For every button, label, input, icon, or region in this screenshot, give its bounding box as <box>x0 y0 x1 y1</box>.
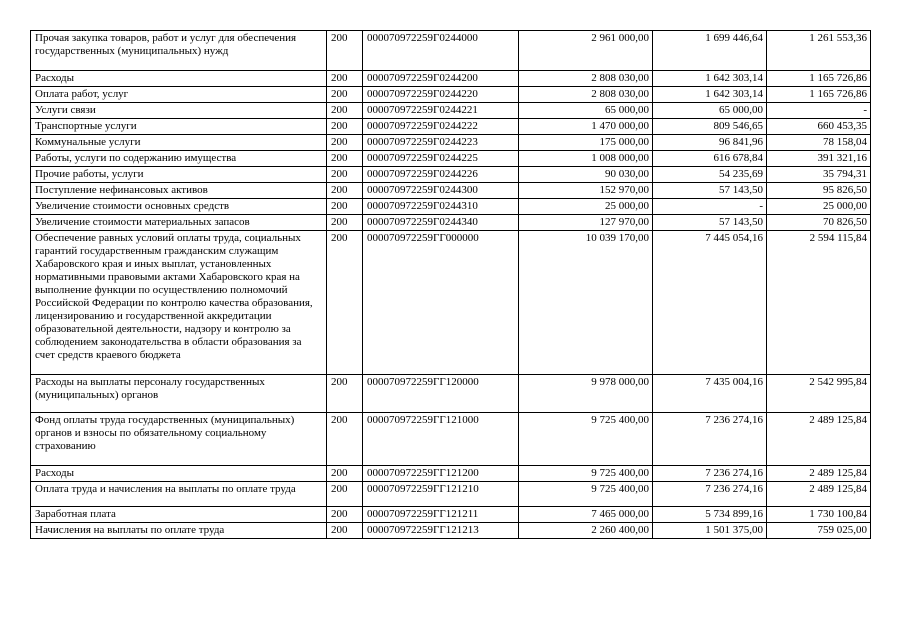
row-name-cell: Увеличение стоимости основных средств <box>31 199 327 215</box>
row-code-cell: 200 <box>327 413 363 466</box>
row-executed-cell: 7 236 274,16 <box>653 482 767 507</box>
row-code-cell: 200 <box>327 199 363 215</box>
row-executed-cell: 1 699 446,64 <box>653 31 767 71</box>
row-code-cell: 200 <box>327 183 363 199</box>
row-approved-cell: 1 470 000,00 <box>519 119 653 135</box>
table-row <box>31 103 871 119</box>
row-approved-cell: 1 008 000,00 <box>519 151 653 167</box>
row-code-cell: 200 <box>327 119 363 135</box>
row-approved-cell: 9 725 400,00 <box>519 482 653 507</box>
table-body <box>31 31 871 539</box>
row-approved-cell: 152 970,00 <box>519 183 653 199</box>
row-kbk-cell: 000070972259Г0244226 <box>363 167 519 183</box>
row-approved-cell: 10 039 170,00 <box>519 231 653 375</box>
row-kbk-cell: 000070972259Г0244340 <box>363 215 519 231</box>
row-code-cell: 200 <box>327 87 363 103</box>
row-approved-cell: 7 465 000,00 <box>519 507 653 523</box>
row-approved-cell: 2 808 030,00 <box>519 87 653 103</box>
row-approved-cell: 2 961 000,00 <box>519 31 653 71</box>
table-row <box>31 482 871 507</box>
row-kbk-cell: 000070972259ГГ121211 <box>363 507 519 523</box>
row-approved-cell: 127 970,00 <box>519 215 653 231</box>
row-unexecuted-cell: 2 489 125,84 <box>767 413 871 466</box>
row-code-cell: 200 <box>327 231 363 375</box>
row-name-cell: Увеличение стоимости материальных запасов <box>31 215 327 231</box>
row-approved-cell: 9 725 400,00 <box>519 466 653 482</box>
row-unexecuted-cell: 70 826,50 <box>767 215 871 231</box>
row-kbk-cell: 000070972259Г0244223 <box>363 135 519 151</box>
row-executed-cell: 57 143,50 <box>653 183 767 199</box>
row-executed-cell: 96 841,96 <box>653 135 767 151</box>
row-unexecuted-cell: 1 730 100,84 <box>767 507 871 523</box>
table-row <box>31 215 871 231</box>
row-approved-cell: 2 808 030,00 <box>519 71 653 87</box>
row-name-cell: Поступление нефинансовых активов <box>31 183 327 199</box>
row-name-cell: Заработная плата <box>31 507 327 523</box>
table-row <box>31 119 871 135</box>
row-executed-cell: 7 435 004,16 <box>653 375 767 413</box>
row-kbk-cell: 000070972259Г0244222 <box>363 119 519 135</box>
row-kbk-cell: 000070972259ГГ120000 <box>363 375 519 413</box>
row-unexecuted-cell: 95 826,50 <box>767 183 871 199</box>
table-row <box>31 151 871 167</box>
row-kbk-cell: 000070972259Г0244000 <box>363 31 519 71</box>
row-unexecuted-cell: 759 025,00 <box>767 523 871 539</box>
row-executed-cell: 65 000,00 <box>653 103 767 119</box>
row-approved-cell: 175 000,00 <box>519 135 653 151</box>
row-executed-cell: 7 236 274,16 <box>653 466 767 482</box>
row-executed-cell: 1 642 303,14 <box>653 87 767 103</box>
row-code-cell: 200 <box>327 135 363 151</box>
row-code-cell: 200 <box>327 482 363 507</box>
row-code-cell: 200 <box>327 167 363 183</box>
table-row <box>31 199 871 215</box>
row-name-cell: Прочая закупка товаров, работ и услуг для обеспечения государственных (муниципальных) нужд <box>31 31 327 71</box>
row-executed-cell: 809 546,65 <box>653 119 767 135</box>
table-row <box>31 167 871 183</box>
row-name-cell: Оплата труда и начисления на выплаты по оплате труда <box>31 482 327 507</box>
row-name-cell: Коммунальные услуги <box>31 135 327 151</box>
row-kbk-cell: 000070972259ГГ121210 <box>363 482 519 507</box>
row-name-cell: Оплата работ, услуг <box>31 87 327 103</box>
row-kbk-cell: 000070972259ГГ121213 <box>363 523 519 539</box>
row-kbk-cell: 000070972259Г0244225 <box>363 151 519 167</box>
row-code-cell: 200 <box>327 215 363 231</box>
row-unexecuted-cell: 1 165 726,86 <box>767 87 871 103</box>
table-row <box>31 31 871 71</box>
row-unexecuted-cell: 660 453,35 <box>767 119 871 135</box>
row-name-cell: Обеспечение равных условий оплаты труда, социальных гарантий государственным гражданским служащим Хабаровского края и иных выплат, установленных нормативными правовыми актами Хабаровского края на выполнение функции по осуществлению полномочий Российской Федерации по контролю качества образования, лицензированию и государственной аккредитации образовательной деятельности, надзору и контролю за соблюдением законодательства в области образования за счет средств краевого бюджета <box>31 231 327 375</box>
row-name-cell: Расходы на выплаты персоналу государственных (муниципальных) органов <box>31 375 327 413</box>
row-approved-cell: 9 978 000,00 <box>519 375 653 413</box>
row-unexecuted-cell: 35 794,31 <box>767 167 871 183</box>
row-executed-cell: 54 235,69 <box>653 167 767 183</box>
row-unexecuted-cell: 78 158,04 <box>767 135 871 151</box>
row-kbk-cell: 000070972259Г0244300 <box>363 183 519 199</box>
row-approved-cell: 2 260 400,00 <box>519 523 653 539</box>
row-executed-cell: 5 734 899,16 <box>653 507 767 523</box>
row-name-cell: Расходы <box>31 466 327 482</box>
table-row <box>31 523 871 539</box>
row-name-cell: Фонд оплаты труда государственных (муниципальных) органов и взносы по обязательному социальному страхованию <box>31 413 327 466</box>
row-executed-cell: 616 678,84 <box>653 151 767 167</box>
table-row <box>31 507 871 523</box>
row-name-cell: Услуги связи <box>31 103 327 119</box>
row-code-cell: 200 <box>327 466 363 482</box>
row-name-cell: Транспортные услуги <box>31 119 327 135</box>
row-code-cell: 200 <box>327 507 363 523</box>
row-executed-cell: 1 501 375,00 <box>653 523 767 539</box>
table-row <box>31 466 871 482</box>
row-approved-cell: 65 000,00 <box>519 103 653 119</box>
row-kbk-cell: 000070972259Г0244310 <box>363 199 519 215</box>
row-approved-cell: 25 000,00 <box>519 199 653 215</box>
table-row <box>31 71 871 87</box>
row-kbk-cell: 000070972259Г0244221 <box>363 103 519 119</box>
row-code-cell: 200 <box>327 71 363 87</box>
row-code-cell: 200 <box>327 31 363 71</box>
row-unexecuted-cell: 1 261 553,36 <box>767 31 871 71</box>
row-name-cell: Прочие работы, услуги <box>31 167 327 183</box>
row-unexecuted-cell: 2 542 995,84 <box>767 375 871 413</box>
row-name-cell: Работы, услуги по содержанию имущества <box>31 151 327 167</box>
row-unexecuted-cell: 391 321,16 <box>767 151 871 167</box>
row-kbk-cell: 000070972259ГГ121200 <box>363 466 519 482</box>
table-row <box>31 87 871 103</box>
row-code-cell: 200 <box>327 103 363 119</box>
table-row <box>31 375 871 413</box>
table-row <box>31 231 871 375</box>
table-row <box>31 183 871 199</box>
row-unexecuted-cell: - <box>767 103 871 119</box>
row-code-cell: 200 <box>327 375 363 413</box>
row-unexecuted-cell: 1 165 726,86 <box>767 71 871 87</box>
row-executed-cell: 7 236 274,16 <box>653 413 767 466</box>
row-unexecuted-cell: 2 489 125,84 <box>767 466 871 482</box>
table-row <box>31 135 871 151</box>
row-unexecuted-cell: 2 489 125,84 <box>767 482 871 507</box>
row-code-cell: 200 <box>327 151 363 167</box>
row-name-cell: Расходы <box>31 71 327 87</box>
row-executed-cell: 57 143,50 <box>653 215 767 231</box>
row-name-cell: Начисления на выплаты по оплате труда <box>31 523 327 539</box>
row-unexecuted-cell: 25 000,00 <box>767 199 871 215</box>
row-approved-cell: 90 030,00 <box>519 167 653 183</box>
budget-execution-table <box>30 30 871 539</box>
table-row <box>31 413 871 466</box>
row-kbk-cell: 000070972259ГГ121000 <box>363 413 519 466</box>
row-executed-cell: 7 445 054,16 <box>653 231 767 375</box>
row-kbk-cell: 000070972259Г0244200 <box>363 71 519 87</box>
row-unexecuted-cell: 2 594 115,84 <box>767 231 871 375</box>
row-executed-cell: 1 642 303,14 <box>653 71 767 87</box>
row-kbk-cell: 000070972259ГГ000000 <box>363 231 519 375</box>
row-kbk-cell: 000070972259Г0244220 <box>363 87 519 103</box>
row-executed-cell: - <box>653 199 767 215</box>
row-approved-cell: 9 725 400,00 <box>519 413 653 466</box>
row-code-cell: 200 <box>327 523 363 539</box>
